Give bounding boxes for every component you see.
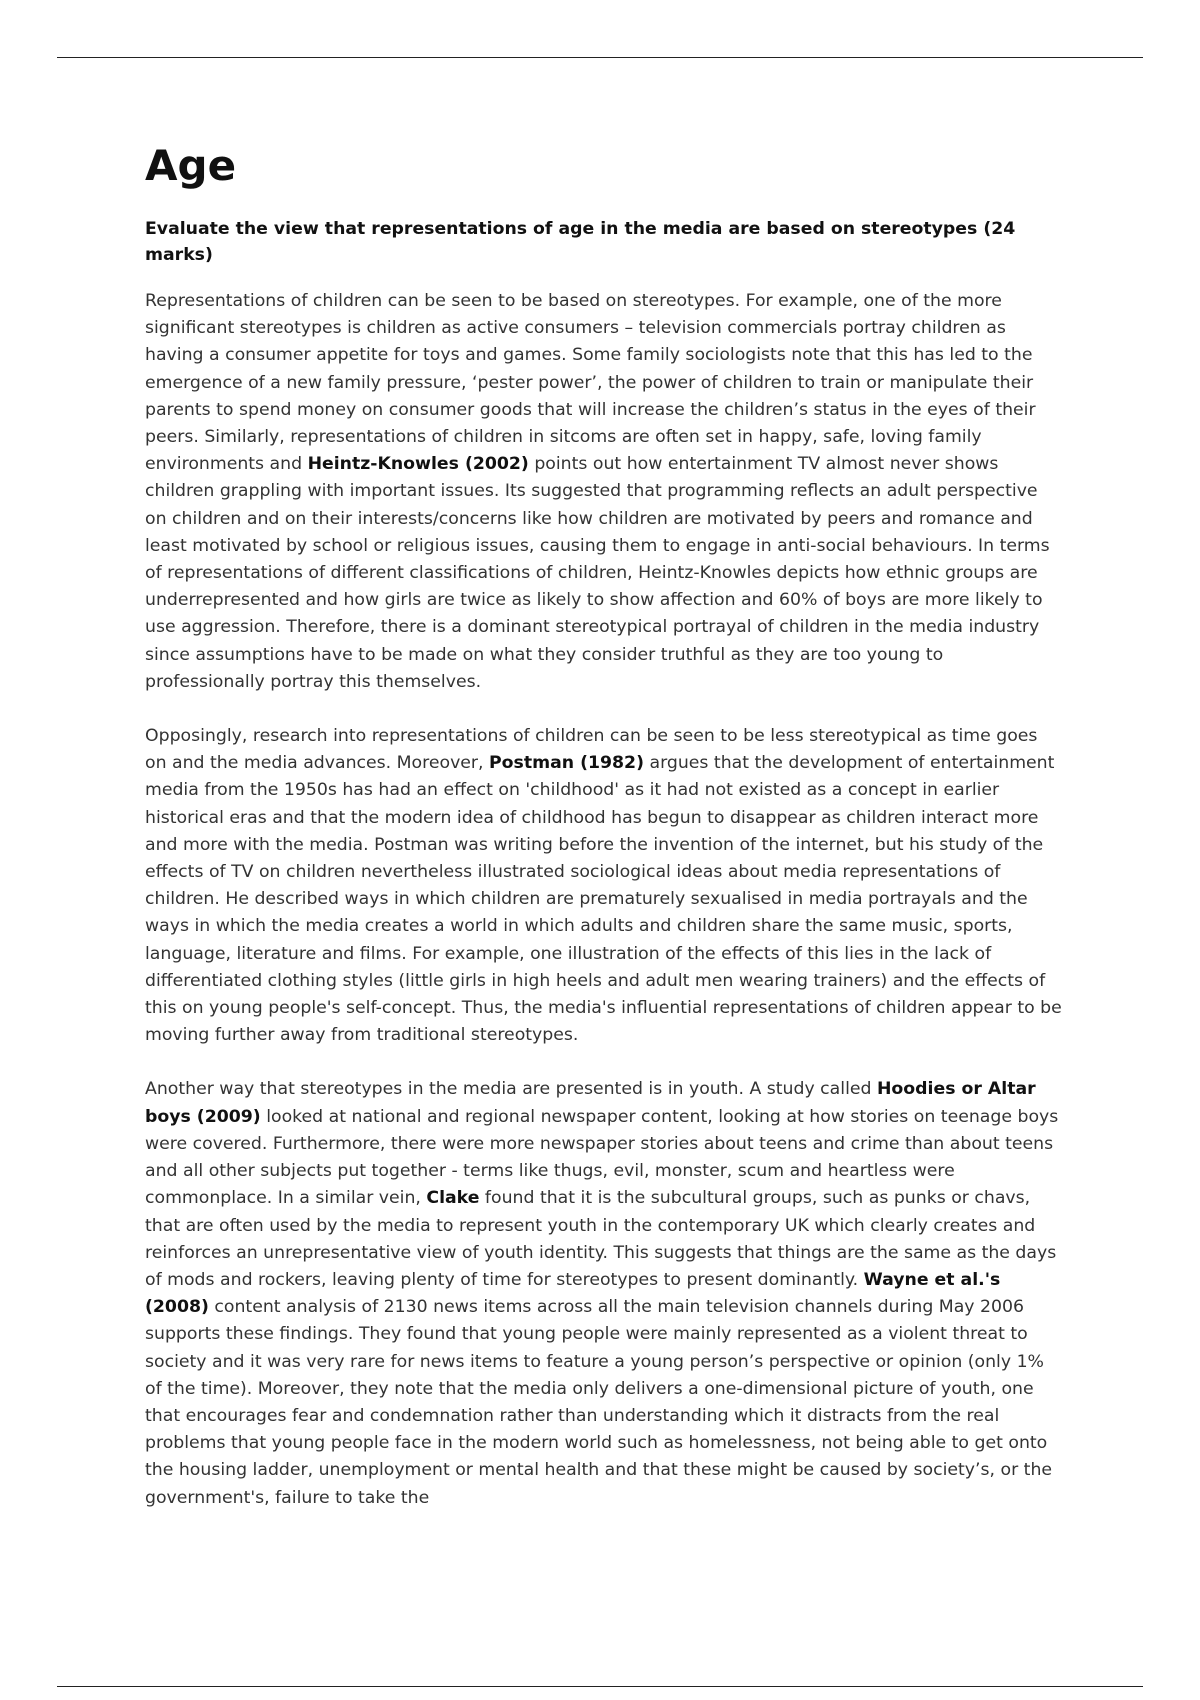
paragraph-postman <box>145 723 1063 1049</box>
citation-wayne-et-al: Wayne et al.'s (2008) <box>145 1269 1001 1318</box>
text-segment: argues that the development of entertainment media from the 1950s has had an effect on 'childhood' as it had not existed as a concept in earlier historical eras and that the modern idea of childhood has begun to disappear as children interact more and more with the media. Postman was writing before the invention of the internet, but his study of the effects of TV on children nevertheless illustrated sociological ideas about media representations of children. He described ways in which children are prematurely sexualised in media portrayals and the ways in which the media creates a world in which adults and children share the same music, sports, language, literature and films. For example, one illustration of the effects of this lies in the lack of differentiated clothing styles (little girls in high heels and adult men wearing trainers) and the effects of this on young people's self-concept. Thus, the media's influential representations of children appear to be moving further away from traditional stereotypes. <box>145 753 1062 1046</box>
citation-hoodies-or-altar-boys: Hoodies or Altar boys (2009) <box>145 1079 1036 1127</box>
footer-rule <box>57 1686 1143 1687</box>
text-segment: found that it is the subcultural groups, such as punks or chavs, that are often used by the media to represent youth in the contemporary UK which clearly creates and reinforces an unrepresentative view of youth identity. This suggests that things are the same as the days of mods and rockers, leaving plenty of time for stereotypes to present dominantly. <box>145 1188 1057 1290</box>
citation-heintz-knowles: Heintz-Knowles (2002) <box>307 454 529 475</box>
document-body <box>145 140 1063 1512</box>
text-segment: Representations of children can be seen to be based on stereotypes. For example, one of the more significant stereotypes is children as active consumers – television commercials portray children as having a consumer appetite for toys and games. Some family sociologists note that this has led to the emergence of a new family pressure, ‘pester power’, the power of children to train or manipulate their parents to spend money on consumer goods that will increase the children’s status in the eyes of their peers. Similarly, representations of children in sitcoms are often set in happy, safe, loving family environments and <box>145 291 1036 475</box>
essay-question: Evaluate the view that representations of age in the media are based on stereotypes (24 marks) <box>145 219 1016 265</box>
page-title: Age <box>145 141 237 190</box>
citation-clake: Clake <box>426 1188 480 1209</box>
text-segment: Another way that stereotypes in the media are presented is in youth. A study called <box>145 1079 877 1100</box>
text-segment: content analysis of 2130 news items across all the main television channels during May 2006 supports these findings. They found that young people were mainly represented as a violent threat to society and it was very rare for news items to feature a young person’s perspective or opinion (only 1% of the time). Moreover, they note that the media only delivers a one-dimensional picture of youth, one that encourages fear and condemnation rather than understanding which it distracts from the real problems that young people face in the modern world such as homelessness, not being able to get onto the housing ladder, unemployment or mental health and that these might be caused by society’s, or the government's, failure to take the <box>145 1297 1053 1508</box>
text-segment: Opposingly, research into representations of children can be seen to be less stereotypical as time goes on and the media advances. Moreover, <box>145 726 1038 774</box>
text-segment: looked at national and regional newspaper content, looking at how stories on teenage boys were covered. Furthermore, there were more newspaper stories about teens and crime than about teens and all other subjects put together - terms like thugs, evil, monster, scum and heartless were commonplace. In a similar vein, <box>145 1106 1059 1209</box>
paragraph-youth-stereotypes <box>145 1076 1063 1511</box>
paragraph-children-stereotypes <box>145 288 1063 696</box>
citation-postman: Postman (1982) <box>489 753 644 774</box>
text-segment: points out how entertainment TV almost never shows children grappling with important issues. Its suggested that programming reflects an adult perspective on children and on their interests/concerns like how children are motivated by peers and romance and least motivated by school or religious issues, causing them to engage in anti-social behaviours. In terms of representations of different classifications of children, Heintz-Knowles depicts how ethnic groups are underrepresented and how girls are twice as likely to show affection and 60% of boys are more likely to use aggression. Therefore, there is a dominant stereotypical portrayal of children in the media industry since assumptions have to be made on what they consider truthful as they are too young to professionally portray this themselves. <box>145 454 1050 692</box>
header-rule <box>57 57 1143 58</box>
